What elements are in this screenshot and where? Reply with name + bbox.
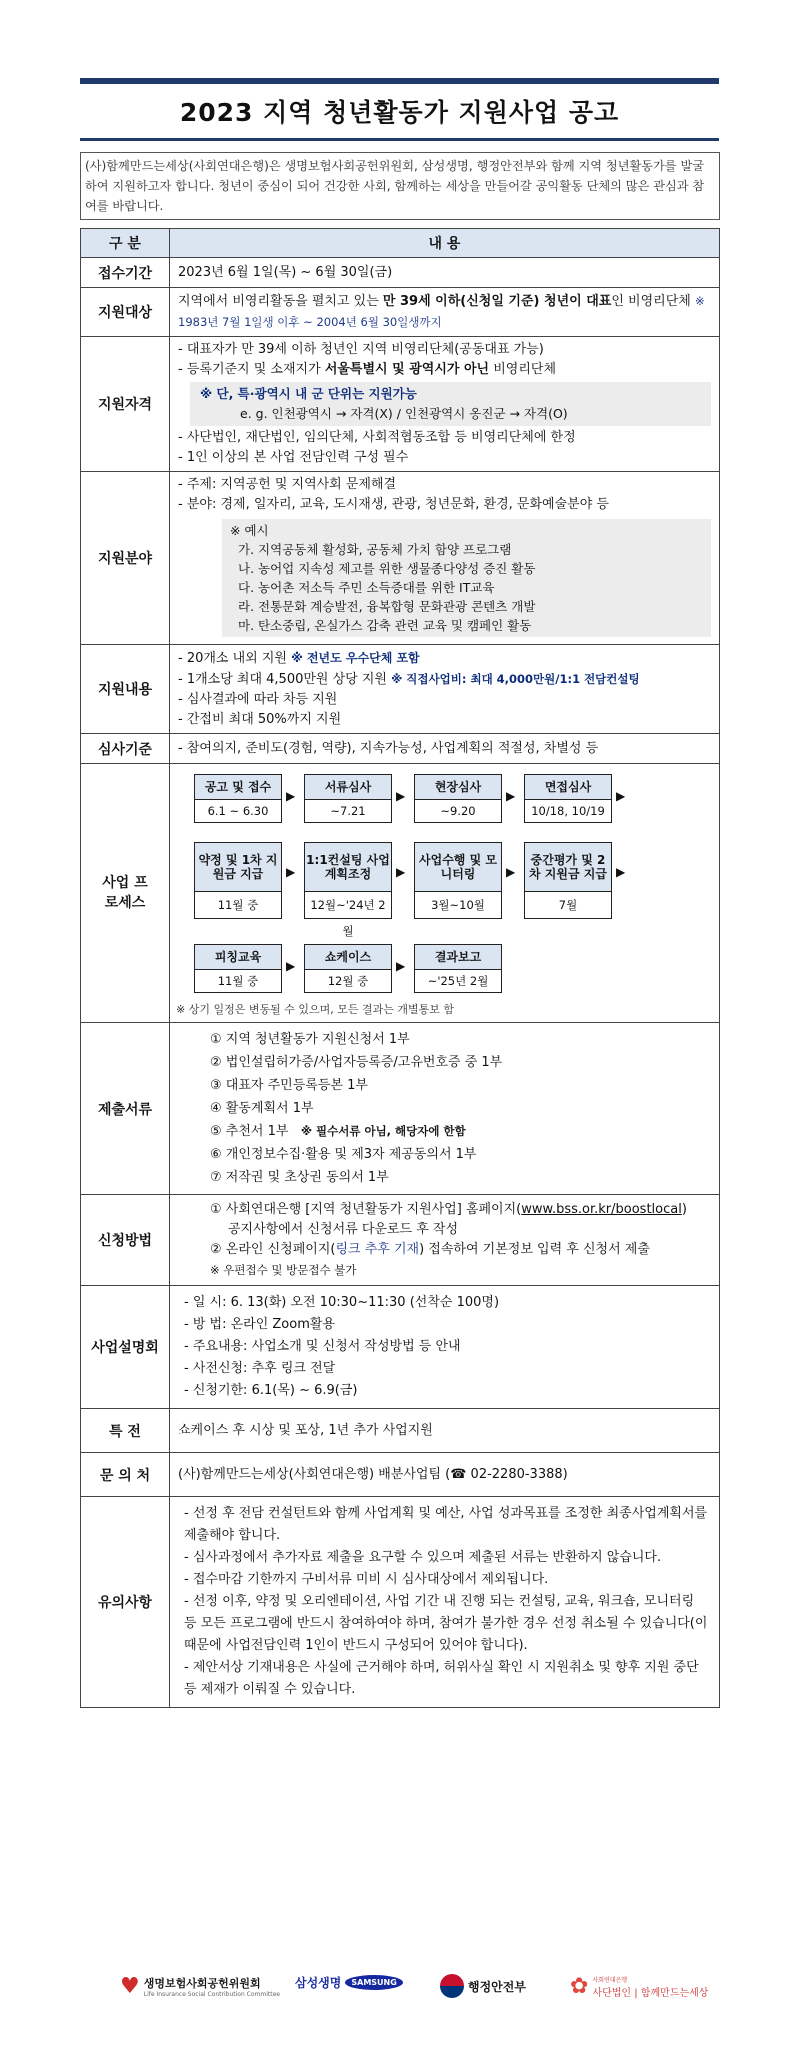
process-step-report: 결과보고 ~'25년 2월 xyxy=(414,944,502,993)
briefing-item: - 방 법: 온라인 Zoom활용 xyxy=(184,1317,335,1332)
arrow-right-icon: ▶ xyxy=(286,789,296,803)
logo-life-insurance: ♥ 생명보험사회공헌위원회 Life Insurance Social Contribution Committee xyxy=(120,1974,280,1999)
header-category: 구 분 xyxy=(81,229,170,258)
field-example-list xyxy=(230,540,703,635)
contact-label: 문 의 처 xyxy=(81,1453,170,1497)
qual-label: 지원자격 xyxy=(81,337,170,472)
notes-item: - 선정 후 전담 컨설턴트와 함께 사업계획 및 예산, 사업 성과목표를 조정한 최종사업계획서를 제출해야 합니다. xyxy=(184,1506,708,1543)
field-line-1: - 주제: 지역공헌 및 지역사회 문제해결 xyxy=(178,477,397,492)
target-note: ※ 1983년 7월 1일생 이후 ~ 2004년 6월 30일생까지 xyxy=(178,294,705,329)
docs-item: ⑥ 개인정보수집·활용 및 제3자 제공동의서 1부 xyxy=(210,1147,477,1162)
field-example-item: 다. 농어촌 저소득 주민 소득증대를 위한 IT교육 xyxy=(238,580,495,595)
field-example-item: 마. 탄소중립, 온실가스 감축 관련 교육 및 캠페인 활동 xyxy=(238,618,532,633)
logo-samsung-life: 삼성생명 SAMSUNG xyxy=(295,1974,403,1991)
criteria-label: 심사기준 xyxy=(81,734,170,764)
arrow-right-icon: ▶ xyxy=(396,865,406,879)
process-step-consulting: 1:1컨설팅 사업계획조정 12월~'24년 2월 xyxy=(304,842,392,919)
homepage-link[interactable]: www.bss.or.kr/boostlocal xyxy=(521,1202,682,1217)
arrow-right-icon: ▶ xyxy=(616,789,626,803)
arrow-right-icon: ▶ xyxy=(616,865,626,879)
apply-content xyxy=(170,1195,720,1286)
logo-bss: ✿ 사회연대은행 사단법인 | 함께만드는세상 xyxy=(570,1974,709,1999)
notes-label: 유의사항 xyxy=(81,1497,170,1708)
process-step-interview: 면접심사 10/18, 10/19 xyxy=(524,774,612,823)
info-table xyxy=(80,228,720,1708)
page-title: 2023 지역 청년활동가 지원사업 공고 xyxy=(179,98,620,127)
apply-note: ※ 우편접수 및 방문접수 불가 xyxy=(210,1263,357,1277)
field-example-box xyxy=(222,519,711,637)
intro-box: (사)함께만드는세상(사회연대은행)은 생명보험사회공헌위원회, 삼성생명, 행정안전부와 함께 지역 청년활동가를 발굴하여 지원하고자 합니다. 청년이 중심이 되어 건강한 사회, 함께하는 세상을 만들어갈 공익활동 단체의 많은 관심과 참여를 바랍니다. xyxy=(80,152,720,220)
heart-icon: ♥ xyxy=(120,1974,140,1999)
arrow-right-icon: ▶ xyxy=(506,789,516,803)
docs-item: ③ 대표자 주민등록등본 1부 xyxy=(210,1078,368,1093)
qual-content xyxy=(170,337,720,472)
briefing-item: - 사전신청: 추후 링크 전달 xyxy=(184,1361,336,1376)
field-label: 지원분야 xyxy=(81,472,170,645)
process-note: ※ 상기 일정은 변동될 수 있으며, 모든 결과는 개별통보 함 xyxy=(176,1003,454,1016)
arrow-right-icon: ▶ xyxy=(396,959,406,973)
arrow-right-icon: ▶ xyxy=(396,789,406,803)
process-step-contract: 약정 및 1차 지원금 지급 11월 중 xyxy=(194,842,282,919)
qual-exception-note: ※ 단, 특·광역시 내 군 단위는 지원가능 xyxy=(200,386,417,401)
bss-flower-icon: ✿ xyxy=(570,1974,589,1999)
process-step-pitching: 피칭교육 11월 중 xyxy=(194,944,282,993)
arrow-right-icon: ▶ xyxy=(506,865,516,879)
qual-example: e. g. 인천광역시 → 자격(X) / 인천광역시 옹진군 → 자격(O) xyxy=(240,406,568,421)
docs-item: ⑦ 저작권 및 초상권 동의서 1부 xyxy=(210,1170,389,1185)
qual-line-6: - 1인 이상의 본 사업 전담인력 구성 필수 xyxy=(178,450,409,465)
target-text-c: 인 비영리단체 xyxy=(611,294,691,309)
briefing-item: - 신청기한: 6.1(목) ~ 6.9(금) xyxy=(184,1383,358,1398)
field-example-item: 가. 지역공동체 활성화, 공동체 가치 함양 프로그램 xyxy=(238,542,512,557)
title-underline xyxy=(80,138,719,141)
qual-line-5: - 사단법인, 재단법인, 임의단체, 사회적협동조합 등 비영리단체에 한정 xyxy=(178,430,576,445)
target-label: 지원대상 xyxy=(81,288,170,337)
target-text xyxy=(170,288,720,337)
field-line-2: - 분야: 경제, 일자리, 교육, 도시재생, 관광, 청년문화, 환경, 문화예술분야 등 xyxy=(178,497,609,512)
qual-exception-box xyxy=(190,382,711,426)
arrow-right-icon: ▶ xyxy=(286,959,296,973)
process-step-midterm: 중간평가 및 2차 지원금 지급 7월 xyxy=(524,842,612,919)
process-step-monitoring: 사업수행 및 모니터링 3월~10월 xyxy=(414,842,502,919)
process-label: 사업 프로세스 xyxy=(81,764,170,1023)
notes-item: - 접수마감 기한까지 구비서류 미비 시 심사대상에서 제외됩니다. xyxy=(184,1572,549,1587)
field-content xyxy=(170,472,720,645)
benefit-text: 쇼케이스 후 시상 및 포상, 1년 추가 사업지원 xyxy=(170,1409,720,1453)
benefit-label: 특 전 xyxy=(81,1409,170,1453)
docs-item: ④ 활동계획서 1부 xyxy=(210,1101,314,1116)
field-example-item: 라. 전통문화 계승발전, 융복합형 문화관광 콘텐츠 개발 xyxy=(238,599,536,614)
arrow-right-icon: ▶ xyxy=(286,865,296,879)
target-text-a: 지역에서 비영리활동을 펼치고 있는 xyxy=(178,294,383,309)
qual-line-1: - 대표자가 만 39세 이하 청년인 지역 비영리단체(공동대표 가능) xyxy=(178,342,544,357)
content-line-2: - 1개소당 최대 4,500만원 상당 지원 ※ 직접사업비: 최대 4,000만원/1:1 전담컨설팅 xyxy=(178,672,640,687)
content-line-1: - 20개소 내외 지원 ※ 전년도 우수단체 포함 xyxy=(178,651,420,666)
docs-item: ⑤ 추천서 1부 ※ 필수서류 아님, 해당자에 한함 xyxy=(210,1124,466,1139)
target-text-b: 만 39세 이하(신청일 기준) 청년이 대표 xyxy=(382,294,612,309)
process-step-site-review: 현장심사 ~9.20 xyxy=(414,774,502,823)
logo-mois: 행정안전부 xyxy=(440,1974,526,1998)
qual-line-2: - 등록기준지 및 소재지가 서울특별시 및 광역시가 아닌 비영리단체 xyxy=(178,362,557,377)
apply-line-3: ② 온라인 신청페이지(링크 추후 기재) 접속하여 기본정보 입력 후 신청서 제출 xyxy=(210,1242,650,1257)
notes-item: - 선정 이후, 약정 및 오리엔테이션, 사업 기간 내 진행 되는 컨설팅, 교육, 워크숍, 모니터링 등 모든 프로그램에 반드시 참여하여야 하며, 참여가 불가한 경우 선정 취소될 수 있습니다(이 때문에 사업전담인력 1인이 반드시 구성되어 있어야 합니다). xyxy=(184,1594,708,1653)
field-example-item: 나. 농어업 지속성 제고를 위한 생물종다양성 증진 활동 xyxy=(238,561,536,576)
content-line-4: - 간접비 최대 50%까지 지원 xyxy=(178,712,342,727)
process-step-announce: 공고 및 접수 6.1 ~ 6.30 xyxy=(194,774,282,823)
docs-list xyxy=(170,1023,720,1195)
notes-content xyxy=(170,1497,720,1708)
header-content: 내 용 xyxy=(170,229,720,258)
field-example-title: ※ 예시 xyxy=(230,523,269,538)
briefing-content xyxy=(170,1286,720,1409)
period-label: 접수기간 xyxy=(81,258,170,288)
contact-text: (사)함께만드는세상(사회연대은행) 배분사업팀 (☎ 02-2280-3388) xyxy=(170,1453,720,1497)
docs-item: ① 지역 청년활동가 지원신청서 1부 xyxy=(210,1032,410,1047)
top-bar xyxy=(80,78,719,84)
process-step-showcase: 쇼케이스 12월 중 xyxy=(304,944,392,993)
process-step-doc-review: 서류심사 ~7.21 xyxy=(304,774,392,823)
content-label: 지원내용 xyxy=(81,645,170,734)
docs-label: 제출서류 xyxy=(81,1023,170,1195)
taegeuk-icon xyxy=(440,1974,464,1998)
notes-item: - 제안서상 기재내용은 사실에 근거해야 하며, 허위사실 확인 시 지원취소 및 향후 지원 중단 등 제재가 이뤄질 수 있습니다. xyxy=(184,1660,699,1697)
footer-logos xyxy=(80,1966,720,2006)
briefing-item: - 일 시: 6. 13(화) 오전 10:30~11:30 (선착순 100명) xyxy=(184,1295,500,1310)
process-diagram xyxy=(176,768,713,1018)
content-content xyxy=(170,645,720,734)
briefing-item: - 주요내용: 사업소개 및 신청서 작성방법 등 안내 xyxy=(184,1339,461,1354)
briefing-label: 사업설명회 xyxy=(81,1286,170,1409)
criteria-text: - 참여의지, 준비도(경험, 역량), 지속가능성, 사업계획의 적절성, 차별성 등 xyxy=(170,734,720,764)
apply-line-1: ① 사회연대은행 [지역 청년활동가 지원사업] 홈페이지(www.bss.or.kr/boostlocal) xyxy=(210,1202,687,1217)
samsung-logo-icon: SAMSUNG xyxy=(345,1975,402,1990)
notes-item: - 심사과정에서 추가자료 제출을 요구할 수 있으며 제출된 서류는 반환하지 않습니다. xyxy=(184,1550,662,1565)
period-text: 2023년 6월 1일(목) ~ 6월 30일(금) xyxy=(170,258,720,288)
content-line-3: - 심사결과에 따라 차등 지원 xyxy=(178,692,338,707)
process-content xyxy=(170,764,720,1023)
apply-line-2: 공지사항에서 신청서류 다운로드 후 작성 xyxy=(228,1222,459,1237)
apply-label: 신청방법 xyxy=(81,1195,170,1286)
docs-item: ② 법인설립허가증/사업자등록증/고유번호증 중 1부 xyxy=(210,1055,503,1070)
